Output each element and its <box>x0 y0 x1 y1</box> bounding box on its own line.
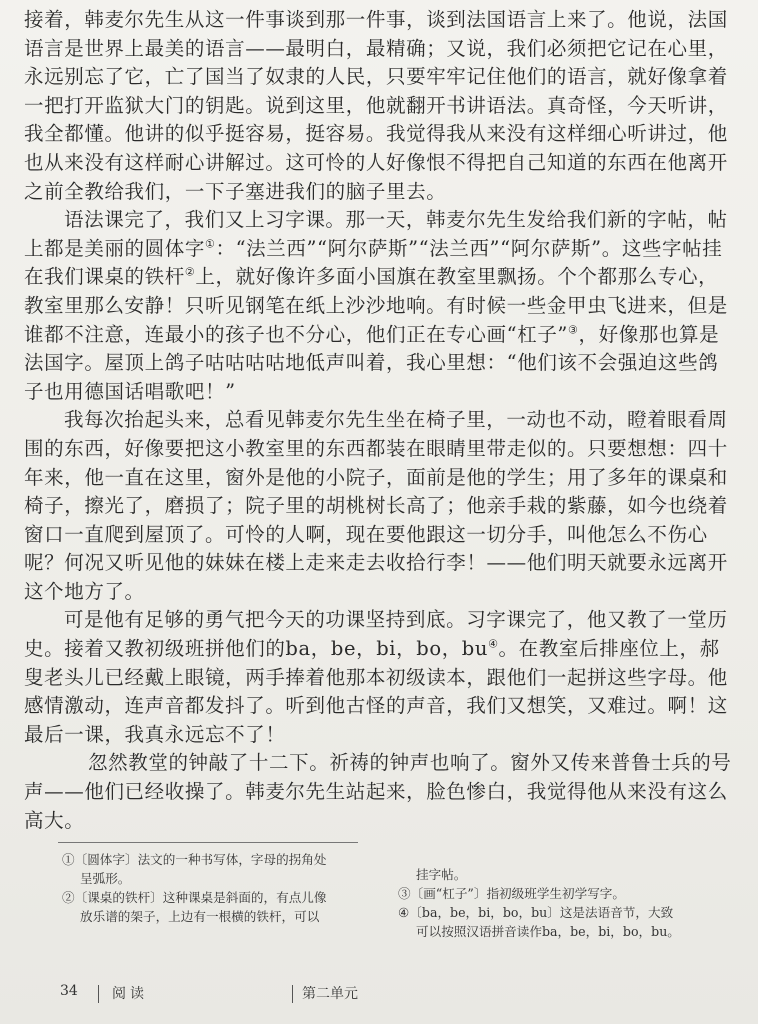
footnote-divider <box>58 842 358 843</box>
footnote: ③〔画“杠子”〕指初级班学生初学写字。 <box>398 886 625 901</box>
unit-label: 第二单元 <box>302 986 358 1002</box>
paragraph: 接着，韩麦尔先生从这一件事谈到那一件事，谈到法国语言上来了。他说，法国语言是世界上最美的语言——最明白，最精确；又说，我们必须把它记在心里，永远别忘了它，亡了国当了奴隶的人民，只要牢牢记住他们的语言，就好像拿着一把打开监狱大门的钥匙。说到这里，他就翻开书讲语法。真奇怪，今天听讲，我全都懂。他讲的似乎挺容易，挺容易。我觉得我从来没有这样细心听讲过，他也从来没有这样耐心讲解过。这可怜的人好像恨不得把自己知道的东西在他离开之前全教给我们，一下子塞进我们的脑子里去。 <box>24 8 728 203</box>
body-text <box>24 6 738 835</box>
page-number: 34 <box>60 983 78 999</box>
footnotes-right <box>398 865 738 941</box>
paragraph: 忽然教堂的钟敲了十二下。祈祷的钟声也响了。窗外又传来普鲁士兵的号声——他们已经收操了。韩麦尔先生站起来，脸色惨白，我觉得他从来没有这么高大。 <box>24 751 732 832</box>
paragraph: 可是他有足够的勇气把今天的功课坚持到底。习字课完了，他又教了一堂历史。接着又教初级班拼他们的ba，be，bi，bo，bu④。在教室后排座位上，郝叟老头儿已经戴上眼镜，两手捧着他那本初级读本，跟他们一起拼这些字母。他感情激动，连声音都发抖了。听到他古怪的声音，我们又想笑，又难过。啊！这最后一课，我真永远忘不了！ <box>24 608 728 746</box>
footnote: ④〔ba，be，bi，bo，bu〕这是法语音节，大致 <box>398 905 674 920</box>
footnotes-left <box>62 850 392 926</box>
footnote: ②〔课桌的铁杆〕这种课桌是斜面的，有点儿像 <box>62 890 327 905</box>
paragraph: 我每次抬起头来，总看见韩麦尔先生坐在椅子里，一动也不动，瞪着眼看周围的东西，好像要把这小教室里的东西都装在眼睛里带走似的。只要想想：四十年来，他一直在这里，窗外是他的小院子，面前是他的学生；用了多年的课桌和椅子，擦光了，磨损了；院子里的胡桃树长高了；他亲手栽的紫藤，如今也绕着窗口一直爬到屋顶了。可怜的人啊，现在要他跟这一切分手，叫他怎么不伤心呢？何况又听见他的妹妹在楼上走来走去收拾行李！——他们明天就要永远离开这个地方了。 <box>24 408 728 603</box>
footnote-continuation: 挂字帖。 <box>416 867 467 882</box>
page-footer <box>0 983 758 1005</box>
footnote-continuation: 可以按照汉语拼音读作ba，be，bi，bo，bu。 <box>416 924 680 939</box>
paragraph: 语法课完了，我们又上习字课。那一天，韩麦尔先生发给我们新的字帖，帖上都是美丽的圆体字①：“法兰西”“阿尔萨斯”“法兰西”“阿尔萨斯”。这些字帖挂在我们课桌的铁杆②上，就好像许多面小国旗在教室里飘扬。个个都那么专心，教室里那么安静！只听见钢笔在纸上沙沙地响。有时候一些金甲虫飞进来，但是谁都不注意，连最小的孩子也不分心，他们正在专心画“杠子”③，好像那也算是法国字。屋顶上鸽子咕咕咕咕地低声叫着，我心里想：“他们该不会强迫这些鸽子也用德国话唱歌吧！” <box>24 208 728 403</box>
footnote-continuation: 呈弧形。 <box>80 871 131 886</box>
footnote: ①〔圆体字〕法文的一种书写体，字母的拐角处 <box>62 852 327 867</box>
footer-divider <box>292 985 293 1003</box>
footer-divider <box>98 985 99 1003</box>
footnote-continuation: 放乐谱的架子，上边有一根横的铁杆，可以 <box>80 909 320 924</box>
section-label: 阅读 <box>112 986 148 1002</box>
